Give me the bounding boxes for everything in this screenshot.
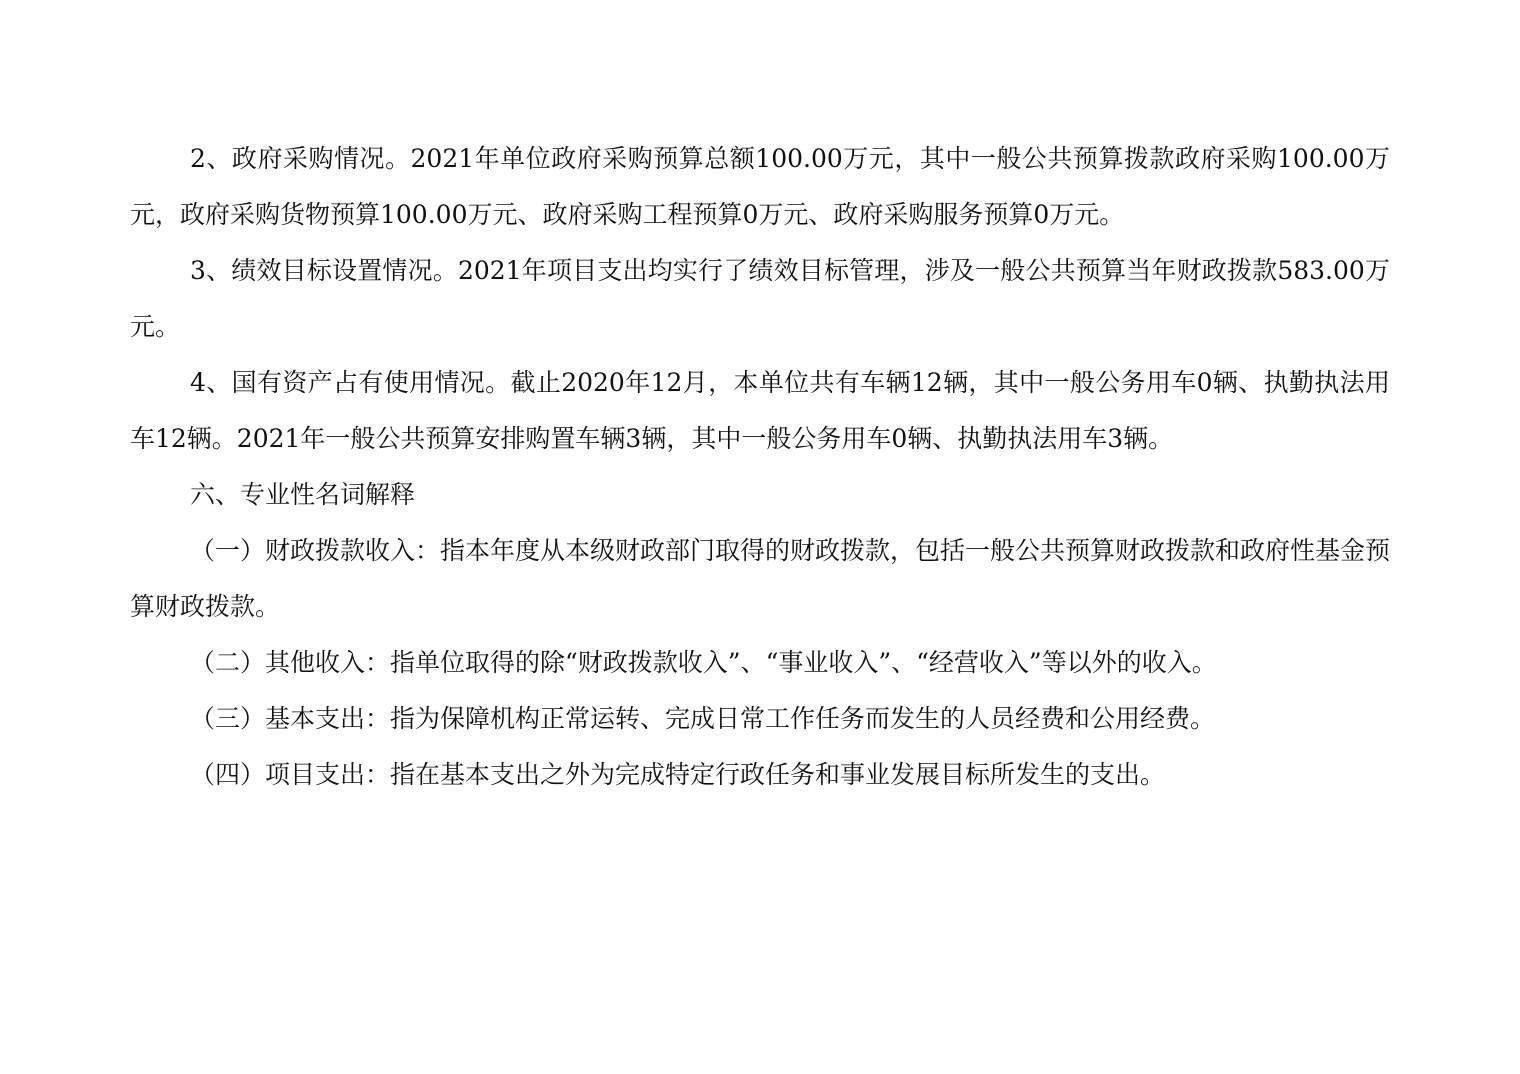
section-heading-glossary: 六、专业性名词解释 <box>190 480 416 509</box>
paragraph-government-procurement: 2、政府采购情况。2021年单位政府采购预算总额100.00万元，其中一般公共预算拨款政府采购100.00万元，政府采购货物预算100.00万元、政府采购工程预算0万元、政府采购服务预算0万元。 <box>130 144 1390 229</box>
paragraph-performance-targets: 3、绩效目标设置情况。2021年项目支出均实行了绩效目标管理，涉及一般公共预算当年财政拨款583.00万元。 <box>130 256 1390 341</box>
document-body <box>130 131 1390 803</box>
definition-project-expenditure: （四）项目支出：指在基本支出之外为完成特定行政任务和事业发展目标所发生的支出。 <box>190 760 1166 789</box>
definition-basic-expenditure: （三）基本支出：指为保障机构正常运转、完成日常工作任务而发生的人员经费和公用经费。 <box>190 704 1216 733</box>
definition-other-income: （二）其他收入：指单位取得的除“财政拨款收入”、“事业收入”、“经营收入”等以外的收入。 <box>190 648 1217 677</box>
paragraph-state-assets: 4、国有资产占有使用情况。截止2020年12月，本单位共有车辆12辆，其中一般公务用车0辆、执勤执法用车12辆。2021年一般公共预算安排购置车辆3辆，其中一般公务用车0辆、执勤执法用车3辆。 <box>130 368 1390 453</box>
definition-fiscal-appropriation-income: （一）财政拨款收入：指本年度从本级财政部门取得的财政拨款，包括一般公共预算财政拨款和政府性基金预算财政拨款。 <box>130 536 1391 621</box>
